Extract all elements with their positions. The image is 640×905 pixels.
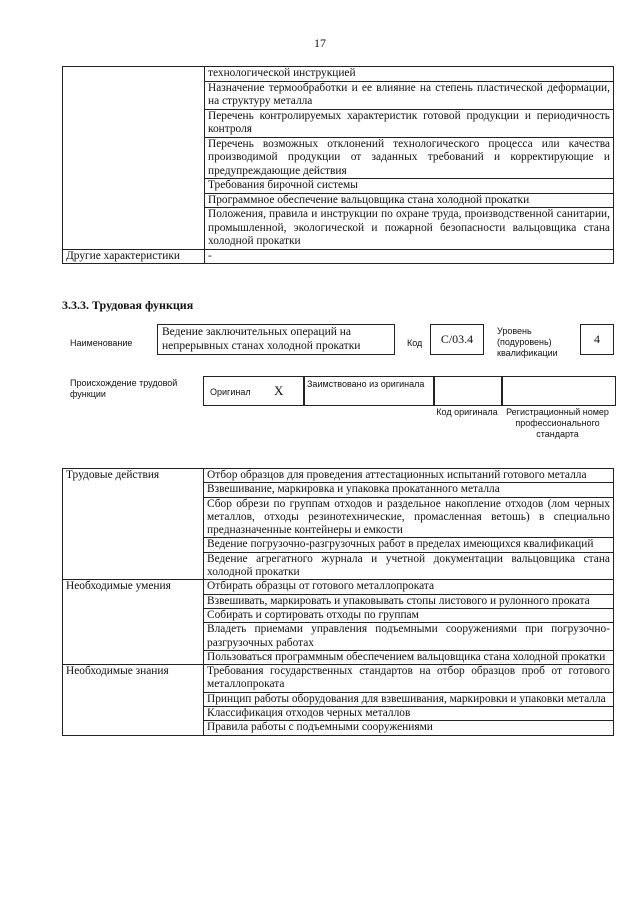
code-box — [430, 324, 484, 355]
table-cell: Сбор обрези по группам отходов и раздельное накопление отходов (лом черных металлов, отходы резинотехнические, промасленная ветошь) в специально предназначенные контейнеры и емкости — [204, 497, 614, 538]
table-cell: Перечень контролируемых характеристик готовой продукции и периодичность контроля — [205, 109, 614, 137]
level-label: Уровень (подуровень) квалификации — [497, 326, 558, 358]
table-cell: Положения, правила и инструкции по охране труда, производственной санитарии, промышленной, экологической и пожарной безопасности вальцовщика стана холодной прокатки — [205, 208, 614, 250]
table-row — [63, 665, 614, 693]
table-cell: Правила работы с подъемными сооружениями — [204, 721, 614, 735]
table-cell: Отбор образцов для проведения аттестационных испытаний готового металла — [204, 469, 614, 483]
borrowed-cell — [303, 376, 435, 406]
table-cell: Принцип работы оборудования для взвешивания, маркировки и упаковки металла — [204, 692, 614, 706]
table-row — [63, 580, 614, 594]
row-label-cell — [63, 67, 205, 250]
table-cell: Классификация отходов черных металлов — [204, 707, 614, 721]
original-cell — [203, 376, 305, 406]
function-code: C/03.4 — [440, 332, 474, 346]
table-cell: Требования государственных стандартов на отбор образцов проб от готового металлопроката — [204, 665, 614, 693]
labor-function-table — [62, 468, 614, 736]
registration-caption: Регистрационный номер профессионального стандарта — [506, 407, 609, 439]
name-label: Наименование — [70, 338, 133, 348]
group-title-knowledge: Необходимые знания — [63, 665, 204, 735]
section-title: 3.3.3. Трудовая функция — [62, 298, 194, 312]
level-value: 4 — [594, 332, 600, 346]
table-cell: Взвешивать, маркировать и упаковывать стопы листового и рулонного проката — [204, 594, 614, 608]
table-cell: Взвешивание, маркировка и упаковка прокатанного металла — [204, 483, 614, 497]
table-cell: Программное обеспечение вальцовщика стана холодной прокатки — [205, 193, 614, 208]
level-box — [580, 324, 614, 355]
table-cell: Требования бирочной системы — [205, 179, 614, 194]
registration-number-cell — [501, 376, 616, 406]
function-name: Ведение заключительных операций на непрерывных станах холодной прокатки — [162, 326, 361, 352]
page-number: 17 — [314, 36, 326, 50]
table-row — [63, 249, 614, 264]
table-cell: Владеть приемами управления подъемными сооружениями при погрузочно-разгрузочных работах — [204, 623, 614, 651]
table-cell: Пользоваться программным обеспечением вальцовщика стана холодной прокатки — [204, 650, 614, 664]
table-cell: - — [205, 249, 614, 264]
table-cell: Ведение агрегатного журнала и учетной документации вальцовщика стана холодной прокатки — [204, 552, 614, 580]
original-mark: X — [274, 383, 284, 398]
origin-label: Происхождение трудовой функции — [70, 378, 178, 399]
group-title-actions: Трудовые действия — [63, 469, 204, 580]
table-cell: Перечень возможных отклонений технологического процесса или качества производимой продукции от заданных требований и корректирующие и предупреждающие действия — [205, 137, 614, 179]
row-label-cell: Другие характеристики — [63, 249, 205, 264]
original-code-cell — [433, 376, 503, 406]
continuation-table — [62, 66, 614, 264]
original-label: Оригинал — [210, 387, 251, 397]
code-label: Код — [407, 338, 423, 348]
table-cell: Отбирать образцы от готового металлопроката — [204, 580, 614, 594]
table-cell: технологической инструкцией — [205, 67, 614, 82]
table-cell: Назначение термообработки и ее влияние на степень пластической деформации, на структуру металла — [205, 81, 614, 109]
table-row — [63, 469, 614, 483]
code-caption: Код оригинала — [436, 407, 498, 417]
table-row — [63, 67, 614, 82]
borrowed-label: Заимствовано из оригинала — [307, 379, 425, 389]
function-name-box — [157, 324, 395, 355]
group-title-skills: Необходимые умения — [63, 580, 204, 665]
table-cell: Ведение погрузочно-разгрузочных работ в пределах имеющихся квалификаций — [204, 538, 614, 552]
table-cell: Собирать и сортировать отходы по группам — [204, 608, 614, 622]
